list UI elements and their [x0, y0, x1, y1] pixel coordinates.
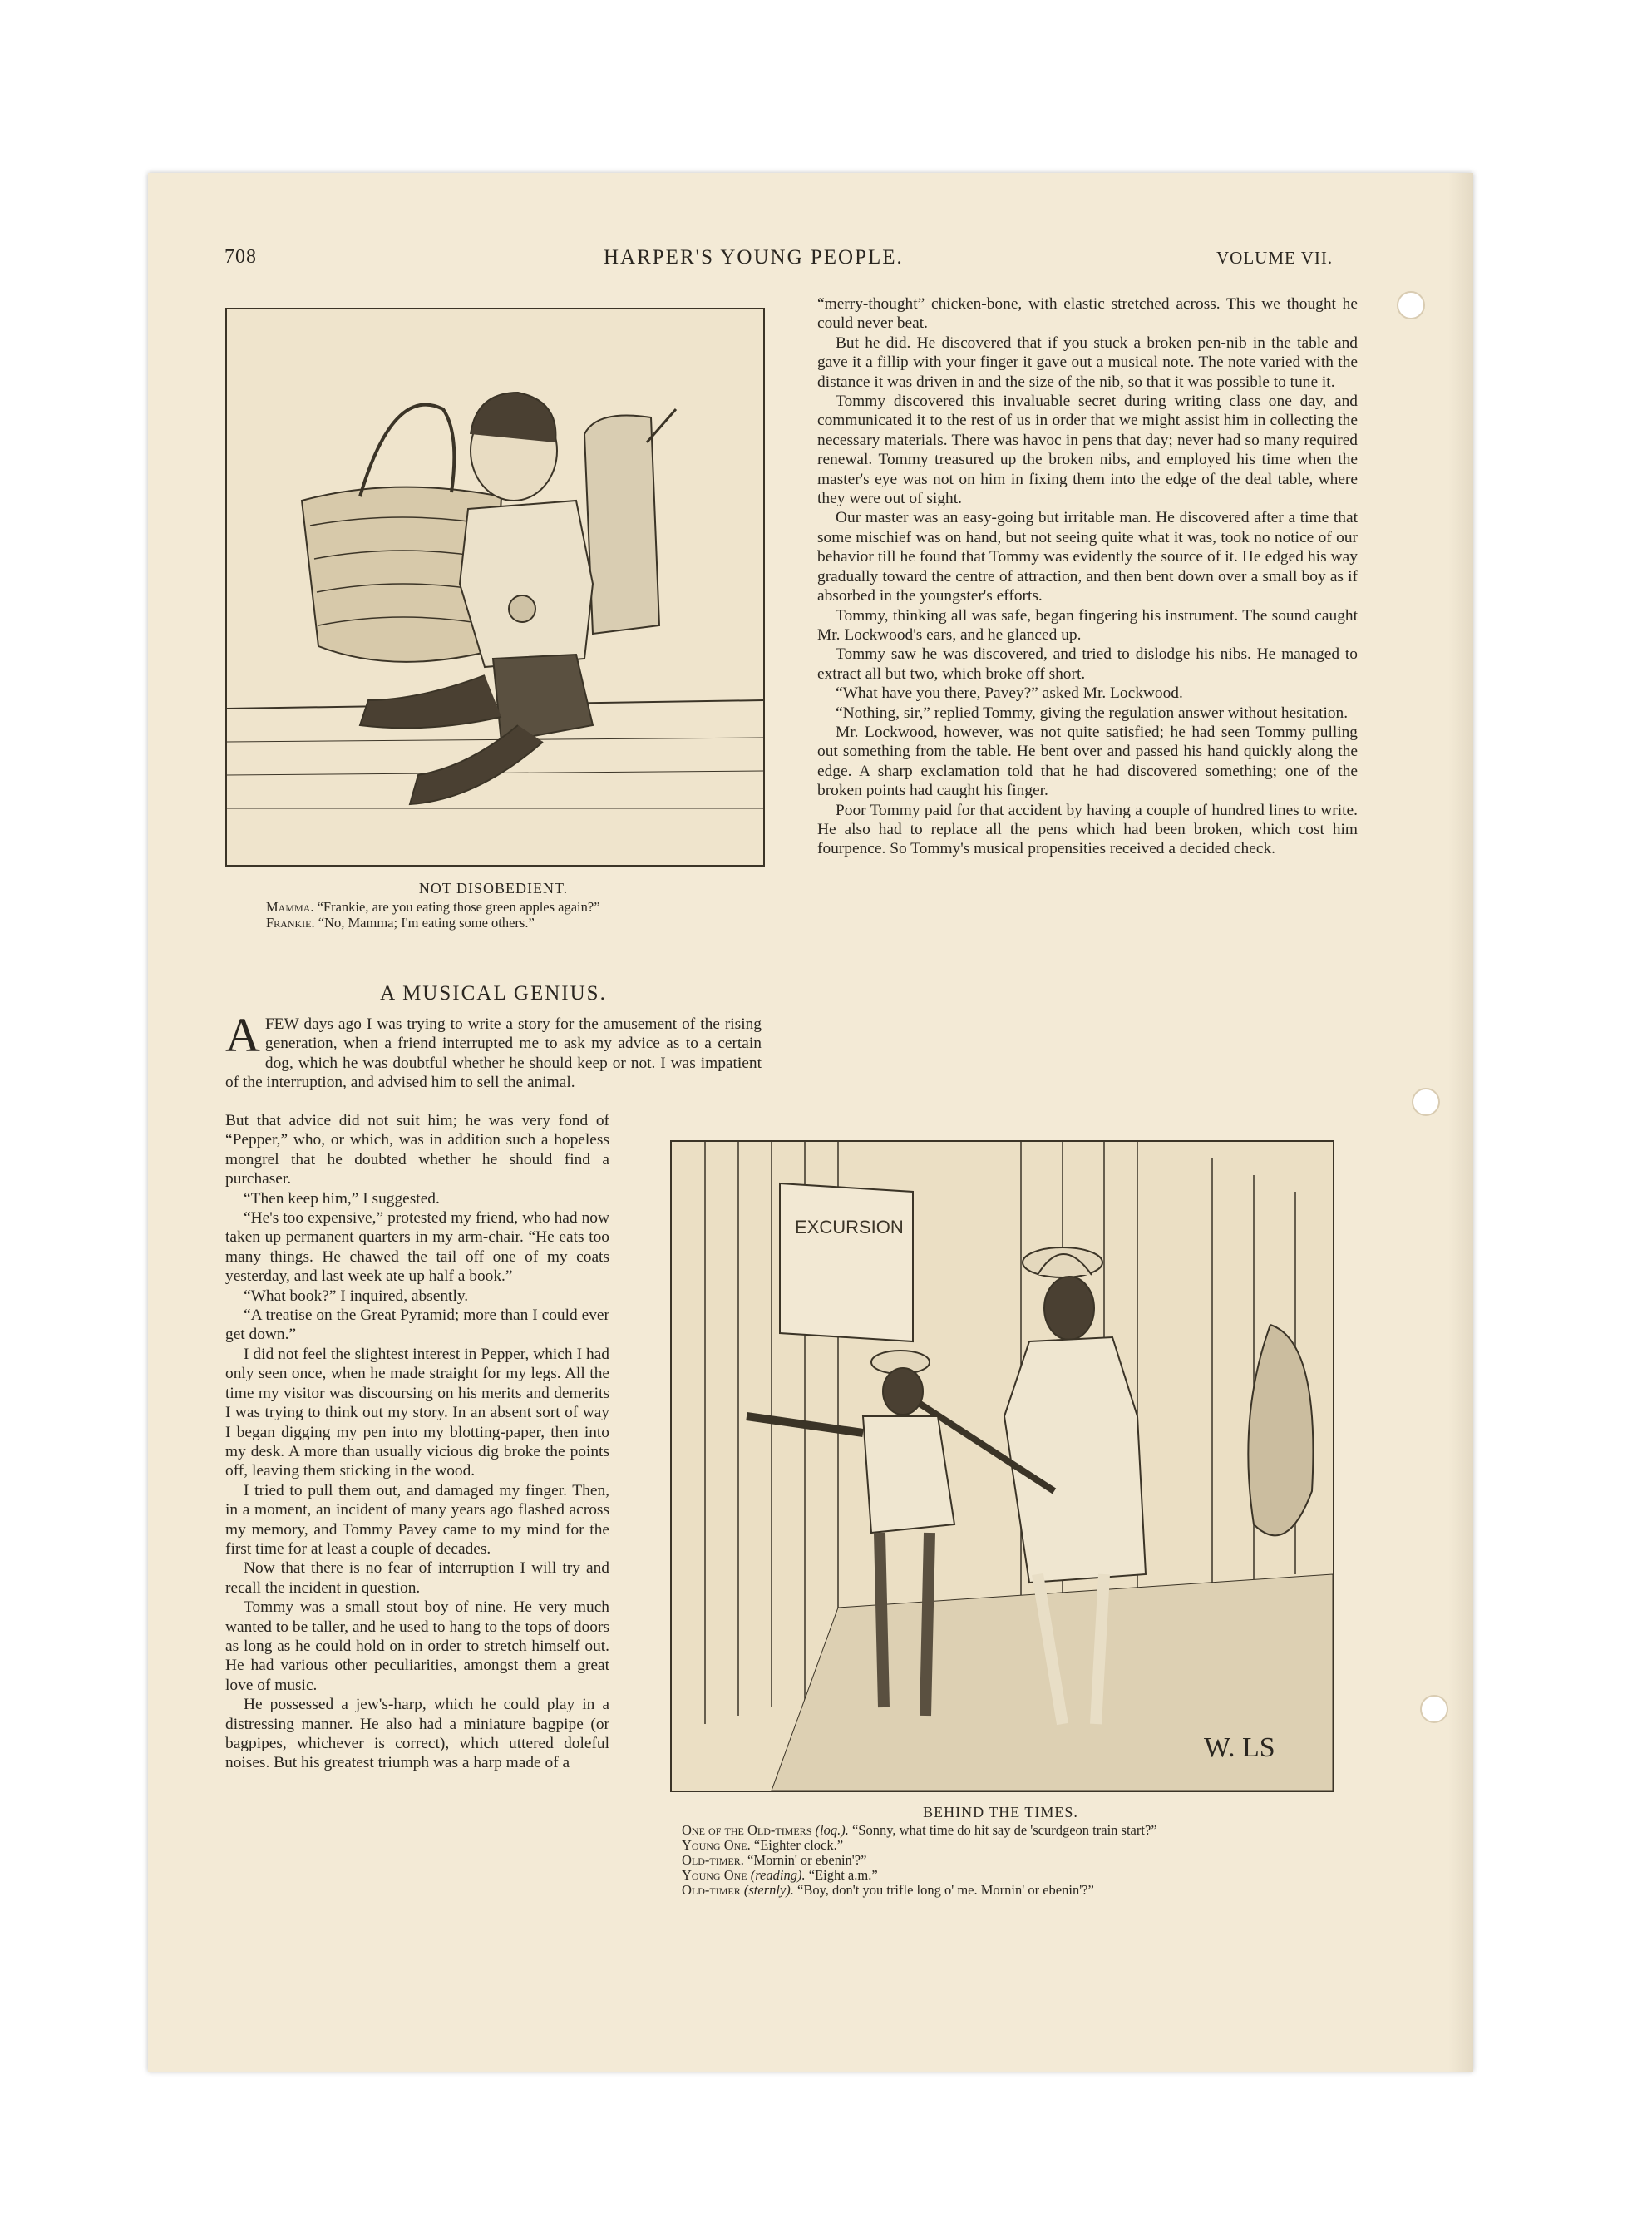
dialogue: “Frankie, are you eating those green apples again?”: [313, 899, 600, 915]
newspaper-page: [148, 173, 1473, 2072]
paragraph: I tried to pull them out, and damaged my finger. Then, in a moment, an incident of many years ago flashed across my memory, and Tommy Pavey came to my mind for the first time for at least a couple of decades.: [225, 1481, 609, 1558]
speaker: Young One.: [682, 1837, 751, 1853]
speaker: Mamma.: [266, 899, 314, 915]
paragraph: Tommy saw he was discovered, and tried to dislodge his nibs. He managed to extract all but two, which broke off short.: [817, 645, 1358, 683]
paragraph: “A treatise on the Great Pyramid; more than I could ever get down.”: [225, 1307, 609, 1344]
stage-direction: (reading).: [747, 1867, 806, 1883]
illustration-boy-with-basket: [225, 308, 765, 867]
illustration2-caption-line5: [682, 1882, 1094, 1898]
paragraph: Tommy was a small stout boy of nine. He very much wanted to be taller, and he used to hang to the tops of doors as long as he could hold on in order to stretch himself out. He had various other peculiarities, amongst them a great love of music.: [225, 1598, 609, 1694]
boy-with-basket-drawing: [227, 309, 763, 865]
paragraph: Now that there is no fear of interruption I will try and recall the incident in question.: [225, 1559, 609, 1597]
paragraph: Tommy discovered this invaluable secret during writing class one day, and communicated it to the rest of us in order that we might assist him in collecting the necessary materials. There was havoc in pens that day; never had so many required renewal. Tommy treasured up the broken nibs, and employed his time when the master's eye was not on him in fixing them into the edge of the deal table, where they were out of sight.: [817, 393, 1358, 508]
dialogue: “Boy, don't you trifle long o' me. Mornin' or ebenin'?”: [793, 1882, 1094, 1898]
paragraph: “Nothing, sir,” replied Tommy, giving the regulation answer without hesitation.: [836, 704, 1349, 722]
speaker: Old-timer.: [682, 1852, 744, 1868]
binding-hole: [1420, 1695, 1448, 1723]
paragraph: Tommy, thinking all was safe, began fingering his instrument. The sound caught Mr. Lockwood's ears, and he glanced up.: [817, 606, 1358, 644]
illustration2-caption-line2: [682, 1837, 843, 1853]
paragraph: I did not feel the slightest interest in Pepper, which I had only seen once, when he made straight for my legs. All the time my visitor was discoursing on his merits and demerits I was trying to think out my story. In an absent sort of way I began digging my pen into my blotting-paper, then into my desk. A more than usually vicious dig broke the points off, leaving them sticking in the wood.: [225, 1345, 609, 1480]
paragraph: “Then keep him,” I suggested.: [244, 1189, 440, 1208]
page-number: 708: [224, 246, 257, 268]
paragraph: AFEW days ago I was trying to write a story for the amusement of the rising generation, when a friend interrupted me to ask my advice as to a certain dog, which he was doubtful whether he should keep or not. I was impatient of the interruption, and advised him to sell the animal.: [225, 1008, 762, 1092]
paragraph: Our master was an easy-going but irritable man. He discovered after a time that some mischief was on hand, but not seeing quite what it was, took no notice of our behavior till he found that Tommy was evidently the source of it. He edged his way gradually toward the centre of attraction, and then bent down over a small boy as if absorbed in the youngster's efforts.: [817, 509, 1358, 605]
behind-the-times-drawing: [672, 1142, 1333, 1791]
dialogue: “Eighter clock.”: [750, 1837, 844, 1853]
speaker: Young One: [682, 1867, 747, 1883]
illustration1-caption-line1: [266, 899, 600, 915]
speaker: Old-timer: [682, 1882, 741, 1898]
paragraph: “What book?” I inquired, absently.: [244, 1287, 469, 1305]
illustration-behind-the-times: [670, 1140, 1334, 1792]
stage-direction: (loq.).: [811, 1822, 849, 1838]
dialogue: “Eight a.m.”: [805, 1867, 878, 1883]
binding-hole: [1412, 1088, 1440, 1116]
excursion-sign-text: EXCURSION: [795, 1217, 904, 1237]
article-left-column-top: [225, 1008, 762, 1093]
paragraph: “merry-thought” chicken-bone, with elastic stretched across. This we thought he could never beat.: [817, 295, 1358, 333]
dialogue: “No, Mamma; I'm eating some others.”: [314, 915, 535, 931]
speaker: Frankie.: [266, 915, 315, 931]
article-right-column: [817, 294, 1358, 859]
stage-direction: (sternly).: [740, 1882, 794, 1898]
paragraph: But that advice did not suit him; he was very fond of “Pepper,” who, or which, was in addition such a hopeless mongrel that he doubted whether he should find a purchaser.: [225, 1112, 609, 1188]
paragraph: Poor Tommy paid for that accident by having a couple of hundred lines to write. He also had to replace all the pens which had been broken, which cost him fourpence. So Tommy's musical propensities received a decided check.: [817, 801, 1358, 858]
paragraph: He possessed a jew's-harp, which he could play in a distressing manner. He also had a miniature bagpipe (or bagpipes, whichever is correct), which uttered doleful noises. But his greatest triumph was a harp made of a: [225, 1696, 609, 1772]
illustration2-caption-line1: [682, 1822, 1157, 1838]
illustration1-caption-line2: [266, 915, 535, 931]
illustration2-caption-line4: [682, 1867, 878, 1883]
dialogue: “Mornin' or ebenin'?”: [743, 1852, 867, 1868]
paragraph: “What have you there, Pavey?” asked Mr. Lockwood.: [836, 684, 1183, 703]
binding-hole: [1397, 291, 1425, 319]
journal-title: HARPER'S YOUNG PEOPLE.: [604, 246, 904, 269]
artist-signature: W. LS: [1204, 1732, 1275, 1763]
illustration2-title: BEHIND THE TIMES.: [923, 1804, 1078, 1820]
illustration1-title: NOT DISOBEDIENT.: [418, 880, 569, 897]
paragraph: But he did. He discovered that if you stuck a broken pen-nib in the table and gave it a fillip with your finger it gave out a musical note. The note varied with the distance it was driven in and the size of the nib, so that it was possible to tune it.: [817, 333, 1358, 391]
drop-cap: A: [225, 1008, 260, 1062]
article-left-column: [225, 1111, 609, 1773]
paragraph: Mr. Lockwood, however, was not quite satisfied; he had seen Tommy pulling out something from the table. He bent over and passed his hand quickly along the edge. A sharp exclamation told that he had discovered something; one of the broken points had caught his finger.: [817, 723, 1358, 800]
article-title: A MUSICAL GENIUS.: [380, 982, 607, 1005]
volume-label: VOLUME VII.: [1216, 248, 1334, 268]
paragraph: “He's too expensive,” protested my friend, who had now taken up permanent quarters in my arm-chair. “He eats too many things. He chawed the tail off one of my coats yesterday, and last week ate up half a book.”: [225, 1209, 609, 1286]
illustration2-caption-line3: [682, 1852, 866, 1868]
dialogue: “Sonny, what time do hit say de 'scurdgeon train start?”: [848, 1822, 1157, 1838]
speaker: One of the Old-timers: [682, 1822, 812, 1838]
